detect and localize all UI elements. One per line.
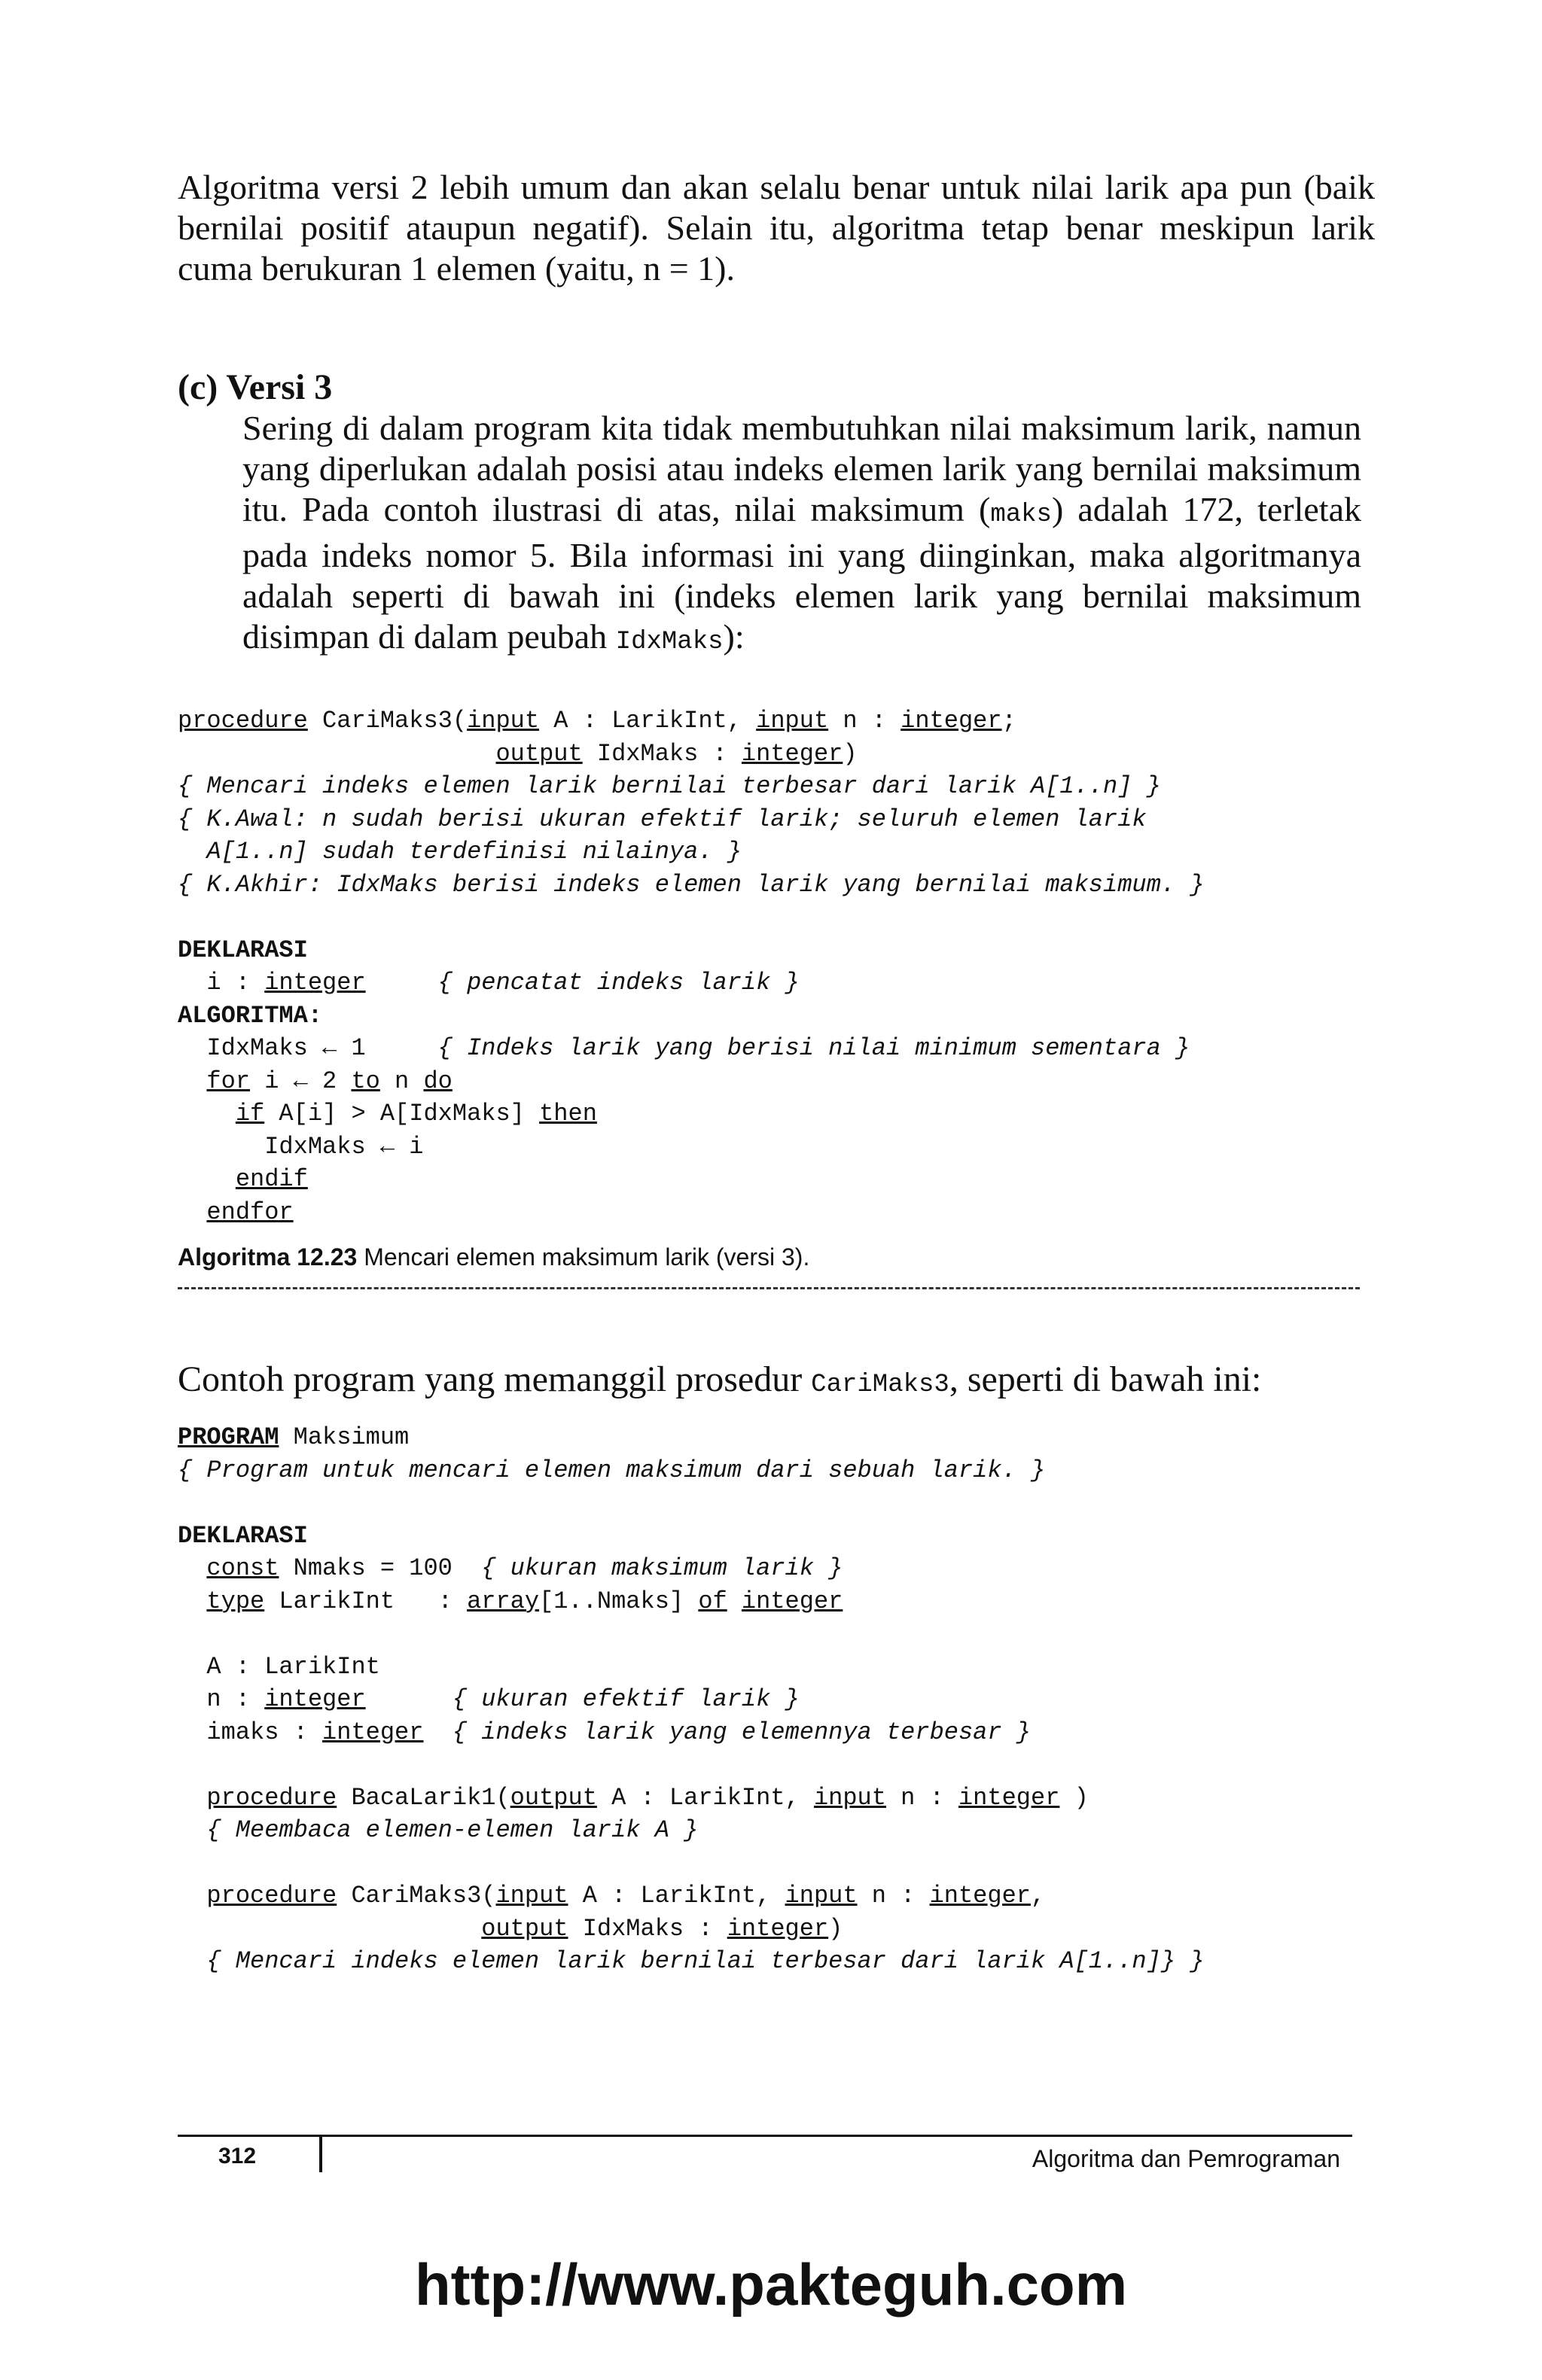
code-line: procedure CariMaks3(input A : LarikInt, input n : integer, — [206, 1882, 1046, 1910]
algorithm-listing — [178, 705, 1204, 1228]
deklarasi-label: DEKLARASI — [178, 936, 308, 964]
section-heading: (c) Versi 3 — [178, 367, 333, 407]
section-paragraph — [242, 408, 1361, 662]
code-line: PROGRAM Maksimum — [178, 1423, 410, 1451]
intro-paragraph: Algoritma versi 2 lebih umum dan akan selalu benar untuk nilai larik apa pun (baik bernilai positif ataupun negatif). Selain itu, algoritma tetap benar meskipun larik cuma berukuran 1 elemen (yaitu, n = 1). — [178, 168, 1375, 288]
code-line: procedure CariMaks3(input A : LarikInt, input n : integer; — [178, 707, 1016, 735]
code-line: endif — [235, 1165, 308, 1193]
code-line: endfor — [206, 1198, 294, 1226]
caption-text: Mencari elemen maksimum larik (versi 3). — [357, 1243, 810, 1271]
code-comment: { Program untuk mencari elemen maksimum dari sebuah larik. } — [178, 1456, 1046, 1484]
code-comment: A[1..n] sudah terdefinisi nilainya. } — [178, 838, 742, 866]
code-comment: { Mencari indeks elemen larik bernilai terbesar dari larik A[1..n]} } — [178, 1947, 1205, 1975]
code-line: IdxMaks ← 1 { Indeks larik yang berisi nilai minimum sementara } — [178, 1034, 1190, 1062]
para-code-idxmaks: IdxMaks — [615, 628, 724, 656]
algoritma-label: ALGORITMA: — [178, 1001, 323, 1030]
footer-rule — [178, 2135, 1352, 2137]
code-line: IdxMaks ← i — [178, 1132, 424, 1161]
code-line: imaks : integer { indeks larik yang elemennya terbesar } — [178, 1718, 1031, 1746]
para-text-3: ): — [723, 617, 745, 656]
caption-divider — [178, 1287, 1360, 1289]
code-line: for i ← 2 to n do — [206, 1067, 453, 1095]
code-line: output IdxMaks : integer) — [481, 1914, 843, 1943]
para-code-maks: maks — [990, 501, 1052, 529]
algorithm-caption — [178, 1243, 809, 1271]
code-line: type LarikInt : array[1..Nmaks] of integer — [206, 1587, 843, 1615]
code-line: output IdxMaks : integer) — [495, 739, 858, 768]
code-comment: { K.Awal: n sudah berisi ukuran efektif larik; seluruh elemen larik — [178, 805, 1147, 833]
code-line: A : LarikInt — [178, 1652, 380, 1681]
code-line: procedure BacaLarik1(output A : LarikInt, input n : integer ) — [206, 1783, 1089, 1812]
code-line: if A[i] > A[IdxMaks] then — [235, 1100, 597, 1128]
code-line: n : integer { ukuran efektif larik } — [178, 1685, 800, 1713]
para-text-1: Sering di dalam program kita tidak membutuhkan nilai maksimum larik, namun yang diperlukan adalah posisi atau indeks elemen larik yang bernilai maksimum itu. Pada contoh ilustrasi di atas, nilai maksimum ( — [242, 409, 1361, 528]
code-comment: { Mencari indeks elemen larik bernilai terbesar dari larik A[1..n] } — [178, 772, 1161, 800]
caption-label: Algoritma 12.23 — [178, 1243, 358, 1271]
para-text-2: ) adalah 172, terletak pada indeks nomor 5. Bila informasi ini yang diinginkan, maka algoritmanya adalah seperti di bawah ini (indeks elemen larik yang bernilai maksimum disimpan di dalam peubah — [242, 490, 1361, 656]
website-url[interactable]: http://www.pakteguh.com — [414, 2251, 1128, 2318]
code-comment: { Meembaca elemen-elemen larik A } — [178, 1816, 699, 1844]
code-comment: { K.Akhir: IdxMaks berisi indeks elemen larik yang bernilai maksimum. } — [178, 870, 1205, 899]
code-line: i : integer { pencatat indeks larik } — [178, 969, 800, 997]
page-number: 312 — [218, 2144, 257, 2168]
book-title: Algoritma dan Pemrograman — [1032, 2145, 1340, 2172]
footer-separator — [319, 2135, 322, 2172]
code-line: const Nmaks = 100 { ukuran maksimum larik } — [206, 1554, 843, 1582]
deklarasi-label: DEKLARASI — [178, 1521, 308, 1550]
example-lead: Contoh program yang memanggil prosedur CariMaks3, seperti di bawah ini: — [178, 1359, 1262, 1399]
program-listing — [178, 1421, 1204, 1978]
